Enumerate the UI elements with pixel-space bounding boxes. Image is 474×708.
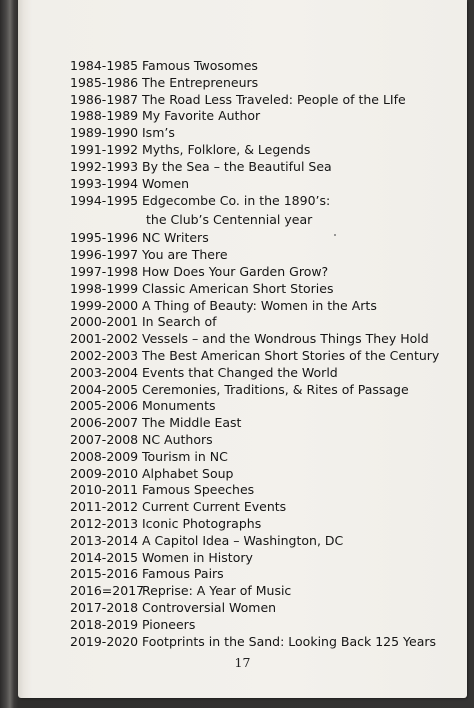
year-range: 2017-2018 xyxy=(70,599,139,615)
theme-title: The Middle East xyxy=(142,415,242,431)
theme-title: Monuments xyxy=(142,398,216,414)
theme-title: Events that Changed the World xyxy=(142,364,338,380)
year-range: 2000-2001 xyxy=(70,314,139,330)
year-range: 1997-1998 xyxy=(70,263,139,279)
year-range: 2019-2020 xyxy=(70,633,139,649)
list-item xyxy=(70,176,460,193)
year-range: 2005-2006 xyxy=(70,398,139,414)
theme-title: Myths, Folklore, & Legends xyxy=(142,141,311,157)
year-range: 2018-2019 xyxy=(70,616,139,632)
paper-speck xyxy=(334,234,336,236)
year-range: 1984-1985 xyxy=(70,58,139,73)
theme-title: Ceremonies, Traditions, & Rites of Passage xyxy=(142,381,409,397)
theme-title: Ism’s xyxy=(142,125,175,141)
year-range: 2001-2002 xyxy=(70,331,139,347)
year-range: 1991-1992 xyxy=(70,141,139,157)
theme-title: You are There xyxy=(142,247,228,263)
theme-title: A Thing of Beauty: Women in the Arts xyxy=(142,297,377,313)
list-item xyxy=(70,159,460,176)
theme-title: Current Current Events xyxy=(142,499,287,515)
list-item xyxy=(70,365,460,382)
theme-title: Iconic Photographs xyxy=(142,515,262,531)
theme-title: How Does Your Garden Grow? xyxy=(142,263,329,279)
list-item xyxy=(70,314,460,331)
theme-title: My Favorite Author xyxy=(142,108,261,124)
year-range: 1993-1994 xyxy=(70,175,139,191)
list-item xyxy=(70,466,460,483)
list-item xyxy=(70,550,460,567)
theme-title: The Best American Short Stories of the Century xyxy=(142,347,440,363)
theme-title: Women xyxy=(142,175,190,191)
year-range: 1992-1993 xyxy=(70,158,139,174)
year-range: 1998-1999 xyxy=(70,280,139,296)
list-item xyxy=(70,600,460,617)
year-range: 1995-1996 xyxy=(70,230,139,246)
list-item xyxy=(70,298,460,315)
list-item xyxy=(70,264,460,281)
list-item xyxy=(70,516,460,533)
year-range: 2002-2003 xyxy=(70,347,139,363)
page-number: 17 xyxy=(234,655,251,670)
year-range: 2014-2015 xyxy=(70,549,139,565)
year-range: 2009-2010 xyxy=(70,465,139,481)
year-range: 2016=2017 xyxy=(70,583,145,599)
list-item xyxy=(70,247,460,264)
list-item xyxy=(70,75,460,92)
list-item xyxy=(70,58,460,75)
list-item xyxy=(70,449,460,466)
theme-title: The Entrepreneurs xyxy=(142,74,259,90)
theme-title: Women in History xyxy=(142,549,253,565)
year-range: 2015-2016 xyxy=(70,566,139,582)
theme-title: Pioneers xyxy=(142,616,196,632)
list-item xyxy=(70,617,460,634)
year-range: 2010-2011 xyxy=(70,482,139,498)
list-item xyxy=(70,482,460,499)
list-item xyxy=(70,230,460,247)
theme-title: The Road Less Traveled: People of the LIfe xyxy=(142,91,406,107)
theme-title: Footprints in the Sand: Looking Back 125 Years xyxy=(142,633,437,649)
list-item xyxy=(70,432,460,449)
document-page xyxy=(18,0,467,698)
year-range: 2003-2004 xyxy=(70,364,139,380)
theme-title: Famous Twosomes xyxy=(142,58,258,73)
list-item xyxy=(70,415,460,432)
list-item xyxy=(70,125,460,142)
theme-title: Vessels – and the Wondrous Things They Hold xyxy=(142,331,429,347)
list-item xyxy=(70,108,460,125)
list-item xyxy=(70,281,460,298)
list-item xyxy=(70,499,460,516)
year-range: 2004-2005 xyxy=(70,381,139,397)
list-item-continuation xyxy=(70,210,460,230)
theme-title: Famous Pairs xyxy=(142,566,224,582)
theme-title: Edgecombe Co. in the 1890’s: xyxy=(142,193,331,209)
year-range: 1996-1997 xyxy=(70,247,139,263)
list-item xyxy=(70,533,460,550)
list-item xyxy=(70,92,460,109)
year-range: 1994-1995 xyxy=(70,193,139,209)
year-range: 1999-2000 xyxy=(70,297,139,313)
theme-title: NC Authors xyxy=(142,431,213,447)
theme-title: Famous Speeches xyxy=(142,482,255,498)
year-range: 2012-2013 xyxy=(70,515,139,531)
theme-title: A Capitol Idea – Washington, DC xyxy=(142,532,344,548)
list-item xyxy=(70,398,460,415)
year-range: 1986-1987 xyxy=(70,91,139,107)
year-range: 1989-1990 xyxy=(70,125,139,141)
year-range: 2006-2007 xyxy=(70,415,139,431)
year-range: 2011-2012 xyxy=(70,499,139,515)
list-item xyxy=(70,583,460,600)
year-range: 1985-1986 xyxy=(70,74,139,90)
theme-list xyxy=(70,58,460,650)
list-item xyxy=(70,634,460,651)
list-item xyxy=(70,566,460,583)
theme-title: Reprise: A Year of Music xyxy=(142,583,292,599)
year-range: 2008-2009 xyxy=(70,448,139,464)
year-range: 1988-1989 xyxy=(70,108,139,124)
list-item xyxy=(70,331,460,348)
year-range: 2007-2008 xyxy=(70,431,139,447)
theme-title: Tourism in NC xyxy=(142,448,228,464)
theme-title: Alphabet Soup xyxy=(142,465,234,481)
year-range: 2013-2014 xyxy=(70,532,139,548)
list-item xyxy=(70,382,460,399)
theme-title: By the Sea – the Beautiful Sea xyxy=(142,158,332,174)
theme-title: In Search of xyxy=(142,314,217,330)
theme-title: Controversial Women xyxy=(142,599,277,615)
list-item xyxy=(70,348,460,365)
theme-title: Classic American Short Stories xyxy=(142,280,334,296)
list-item xyxy=(70,142,460,159)
theme-title: the Club’s Centennial year xyxy=(146,212,313,228)
list-item xyxy=(70,192,460,210)
theme-title: NC Writers xyxy=(142,230,209,246)
